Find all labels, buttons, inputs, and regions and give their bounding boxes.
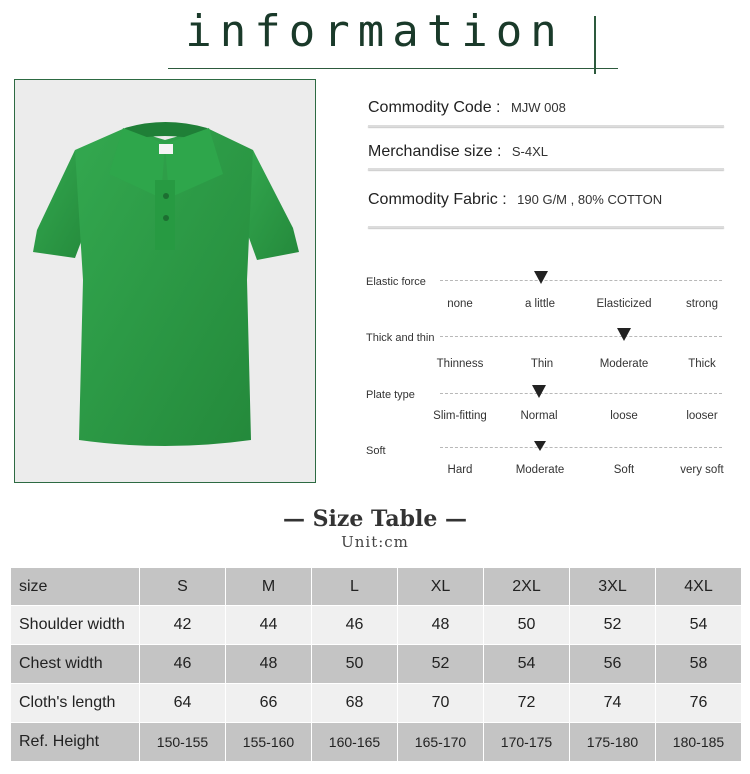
attr-scale-line (440, 336, 722, 337)
commodity-fabric-label: Commodity Fabric : (368, 191, 507, 208)
header-cell: XL (398, 568, 484, 606)
option: a little (524, 298, 556, 310)
selected-marker-icon (617, 328, 631, 341)
table-row (11, 723, 742, 762)
polo-shirt-image (15, 80, 315, 482)
option: Moderate (599, 358, 649, 370)
commodity-fabric (368, 191, 724, 213)
divider (368, 125, 724, 127)
table-cell: 165-170 (398, 723, 484, 762)
commodity-code (368, 99, 724, 121)
size-table (10, 567, 742, 762)
header-cell: 4XL (656, 568, 742, 606)
attr-thickness-name: Thick and thin (366, 332, 435, 344)
table-cell: 56 (570, 645, 656, 684)
selected-marker-icon (534, 271, 548, 284)
table-cell: 50 (312, 645, 398, 684)
table-cell: 54 (656, 606, 742, 645)
table-row (11, 606, 742, 645)
table-cell: 155-160 (226, 723, 312, 762)
table-cell: 150-155 (140, 723, 226, 762)
header-cell: 2XL (484, 568, 570, 606)
option: strong (686, 298, 718, 310)
table-cell: 52 (398, 645, 484, 684)
option: looser (686, 410, 718, 422)
table-cell: 74 (570, 684, 656, 723)
option: none (447, 298, 473, 310)
option: very soft (680, 464, 724, 476)
merchandise-size (368, 143, 724, 165)
attr-scale-line (440, 280, 722, 281)
table-cell: 76 (656, 684, 742, 723)
table-cell: 44 (226, 606, 312, 645)
attr-scale-line (440, 447, 722, 448)
table-cell: 160-165 (312, 723, 398, 762)
option: Elasticized (596, 298, 652, 310)
row-label: Chest width (11, 645, 140, 684)
header-cell: S (140, 568, 226, 606)
table-cell: 180-185 (656, 723, 742, 762)
table-cell: 70 (398, 684, 484, 723)
table-cell: 48 (398, 606, 484, 645)
row-label: Ref. Height (11, 723, 140, 762)
attr-scale-line (440, 393, 722, 394)
attr-plate-name: Plate type (366, 389, 415, 401)
table-cell: 46 (140, 645, 226, 684)
table-cell: 170-175 (484, 723, 570, 762)
table-cell: 48 (226, 645, 312, 684)
size-table-title: — Size Table — (283, 506, 467, 532)
header-cell: 3XL (570, 568, 656, 606)
table-cell: 50 (484, 606, 570, 645)
table-cell: 42 (140, 606, 226, 645)
table-cell: 66 (226, 684, 312, 723)
option: Normal (520, 410, 558, 422)
merchandise-size-value: S-4XL (511, 144, 548, 159)
option: loose (610, 410, 638, 422)
option: Thinness (436, 358, 484, 370)
option: Thick (688, 358, 716, 370)
selected-marker-icon (532, 385, 546, 398)
table-cell: 64 (140, 684, 226, 723)
selected-marker-icon (534, 441, 546, 451)
table-cell: 54 (484, 645, 570, 684)
commodity-fabric-value: 190 G/M , 80% COTTON (517, 192, 663, 207)
option: Soft (613, 464, 635, 476)
table-cell: 58 (656, 645, 742, 684)
header-cell: L (312, 568, 398, 606)
commodity-code-value: MJW 008 (510, 100, 566, 115)
divider (368, 168, 724, 170)
table-cell: 72 (484, 684, 570, 723)
option: Thin (530, 358, 554, 370)
table-cell: 68 (312, 684, 398, 723)
merchandise-size-label: Merchandise size : (368, 143, 502, 160)
commodity-code-label: Commodity Code : (368, 99, 501, 116)
option: Moderate (515, 464, 565, 476)
option: Slim-fitting (433, 410, 487, 422)
table-cell: 175-180 (570, 723, 656, 762)
table-row (11, 645, 742, 684)
table-row (11, 684, 742, 723)
option: Hard (447, 464, 473, 476)
product-photo (14, 79, 316, 483)
table-cell: 46 (312, 606, 398, 645)
table-cell: 52 (570, 606, 656, 645)
attr-soft-name: Soft (366, 445, 386, 457)
page-title: information (185, 6, 565, 57)
title-bar (594, 16, 596, 74)
header-cell: M (226, 568, 312, 606)
size-table-unit: Unit:cm (341, 533, 409, 551)
row-label: Shoulder width (11, 606, 140, 645)
header-cell: size (11, 568, 140, 606)
row-label: Cloth's length (11, 684, 140, 723)
divider (368, 226, 724, 228)
attr-elastic-name: Elastic force (366, 276, 426, 288)
table-header-row (11, 568, 742, 606)
title-underline (168, 68, 618, 69)
